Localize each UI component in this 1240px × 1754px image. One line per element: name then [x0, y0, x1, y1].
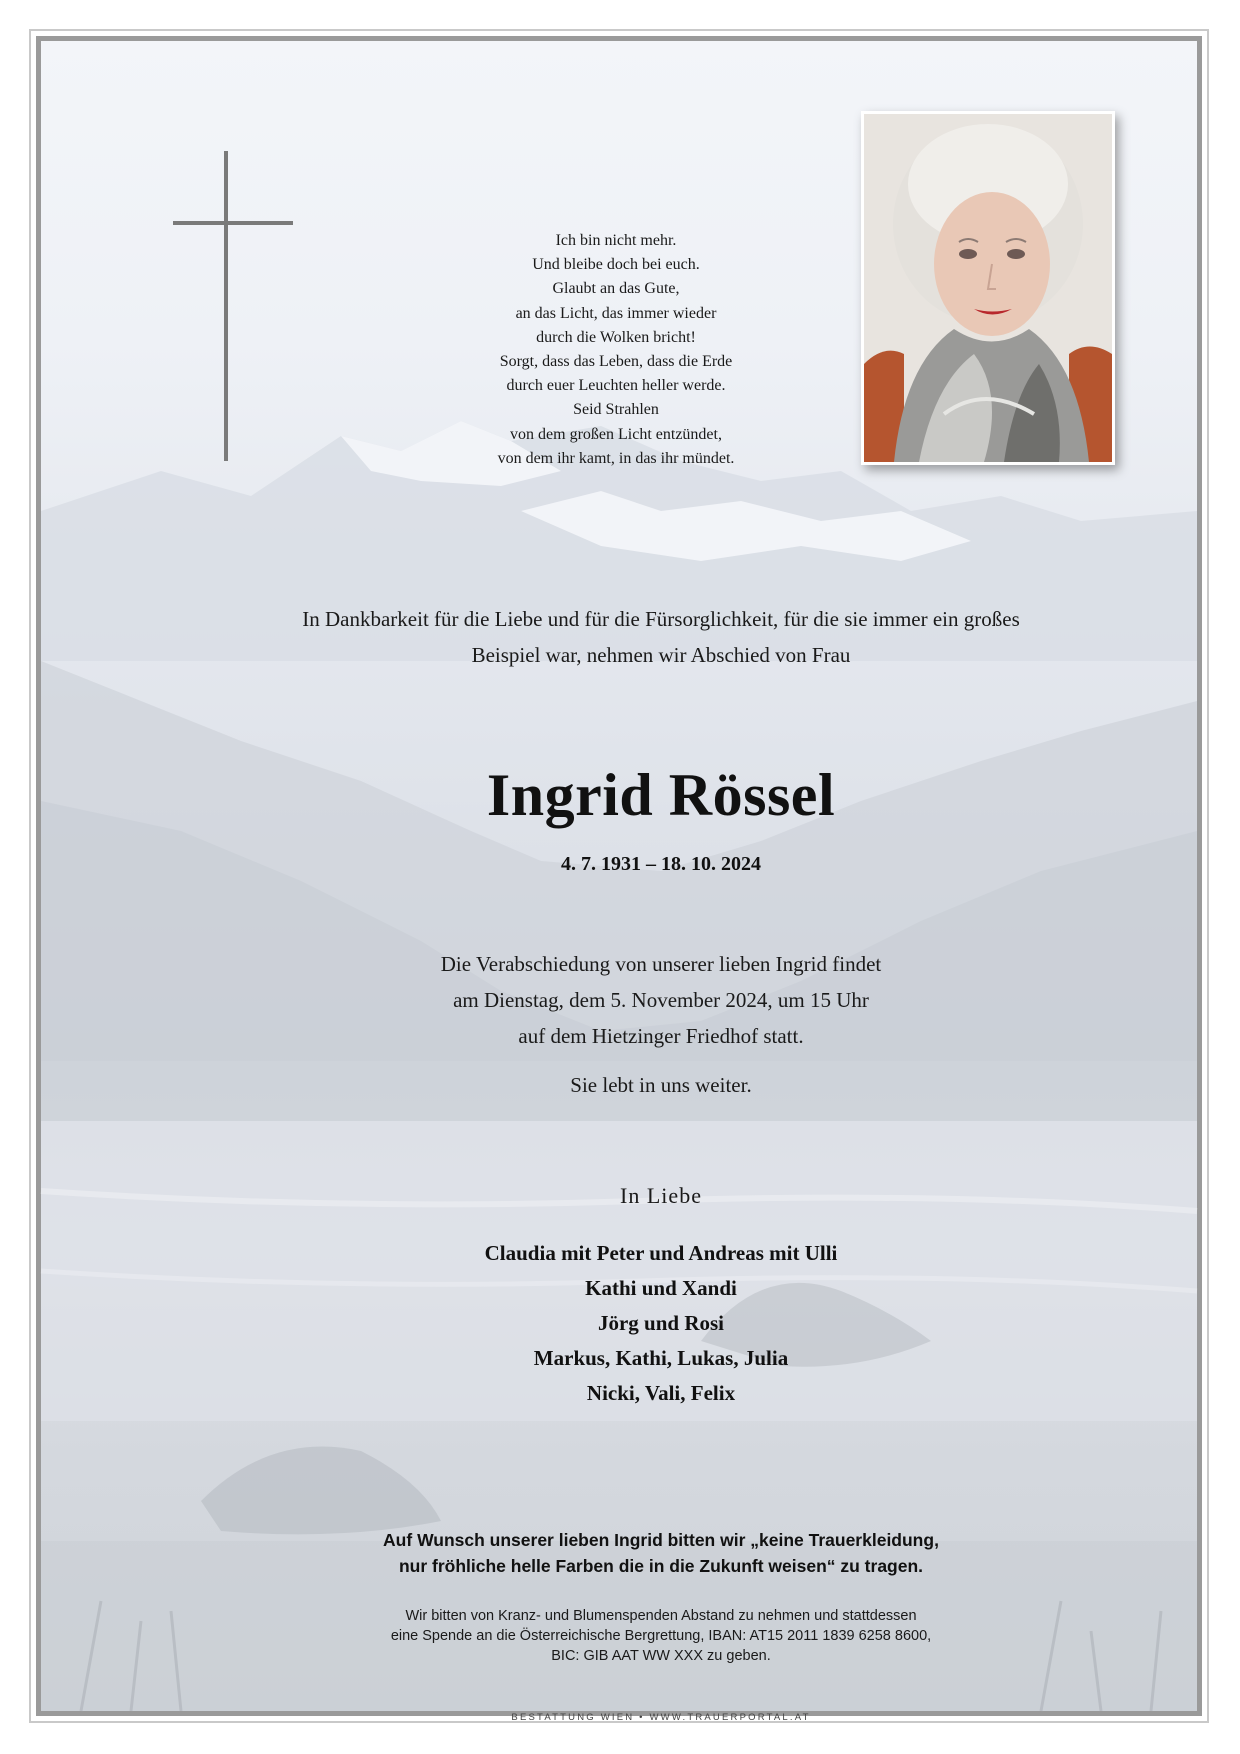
ceremony-line: auf dem Hietzinger Friedhof statt.	[518, 1024, 804, 1048]
ceremony-line: am Dienstag, dem 5. November 2024, um 15 Uhr	[453, 988, 869, 1012]
ceremony-text	[141, 946, 1181, 1054]
intro-text	[141, 601, 1181, 673]
life-dates: 4. 7. 1931 – 18. 10. 2024	[561, 853, 761, 875]
intro-line: In Dankbarkeit für die Liebe und für die Fürsorglichkeit, für die sie immer ein großes	[302, 607, 1020, 631]
deceased-name: Ingrid Rössel	[486, 762, 836, 828]
donation-line: BIC: GIB AAT WW XXX zu geben.	[551, 1648, 771, 1664]
poem-line: an das Licht, das immer wieder	[515, 304, 717, 322]
closing-text: Sie lebt in uns weiter.	[570, 1073, 752, 1097]
family-line: Jörg und Rosi	[597, 1311, 725, 1335]
family-line: Markus, Kathi, Lukas, Julia	[533, 1346, 789, 1370]
poem-line: Sorgt, dass das Leben, dass die Erde	[499, 353, 733, 371]
family-line: Claudia mit Peter und Andreas mit Ulli	[484, 1241, 838, 1265]
family-list	[141, 1236, 1181, 1411]
family-line: Kathi und Xandi	[585, 1276, 737, 1300]
poem-line: von dem großen Licht entzündet,	[510, 425, 722, 443]
poem-line: Ich bin nicht mehr.	[555, 232, 677, 249]
footer-credit: BESTATTUNG WIEN • WWW.TRAUERPORTAL.AT	[511, 1712, 811, 1723]
family-line: Nicki, Vali, Felix	[586, 1381, 736, 1405]
portrait-photo	[861, 111, 1115, 465]
intro-line: Beispiel war, nehmen wir Abschied von Frau	[471, 643, 851, 667]
cross-icon	[173, 151, 293, 461]
poem-line: Glaubt an das Gute,	[552, 280, 680, 298]
wish-line: Auf Wunsch unserer lieben Ingrid bitten wir „keine Trauerkleidung,	[383, 1530, 939, 1550]
ceremony-line: Die Verabschiedung von unserer lieben Ingrid findet	[440, 952, 882, 976]
wish-line: nur fröhliche helle Farben die in die Zukunft weisen“ zu tragen.	[398, 1556, 924, 1576]
dress-wish	[141, 1527, 1181, 1579]
card-frame	[36, 36, 1202, 1723]
portrait-image	[864, 114, 1112, 462]
poem-line: von dem ihr kamt, in das ihr mündet.	[497, 449, 735, 467]
poem-line: durch euer Leuchten heller werde.	[506, 377, 726, 395]
donation-note	[141, 1606, 1181, 1666]
poem	[381, 229, 851, 471]
poem-line: Und bleibe doch bei euch.	[532, 256, 700, 274]
poem-line: Seid Strahlen	[573, 401, 659, 419]
donation-line: eine Spende an die Österreichische Bergrettung, IBAN: AT15 2011 1839 6258 8600,	[390, 1628, 932, 1644]
signoff-text: In Liebe	[620, 1183, 702, 1208]
donation-line: Wir bitten von Kranz- und Blumenspenden Abstand zu nehmen und stattdessen	[405, 1608, 917, 1624]
poem-line: durch die Wolken bricht!	[536, 328, 696, 346]
